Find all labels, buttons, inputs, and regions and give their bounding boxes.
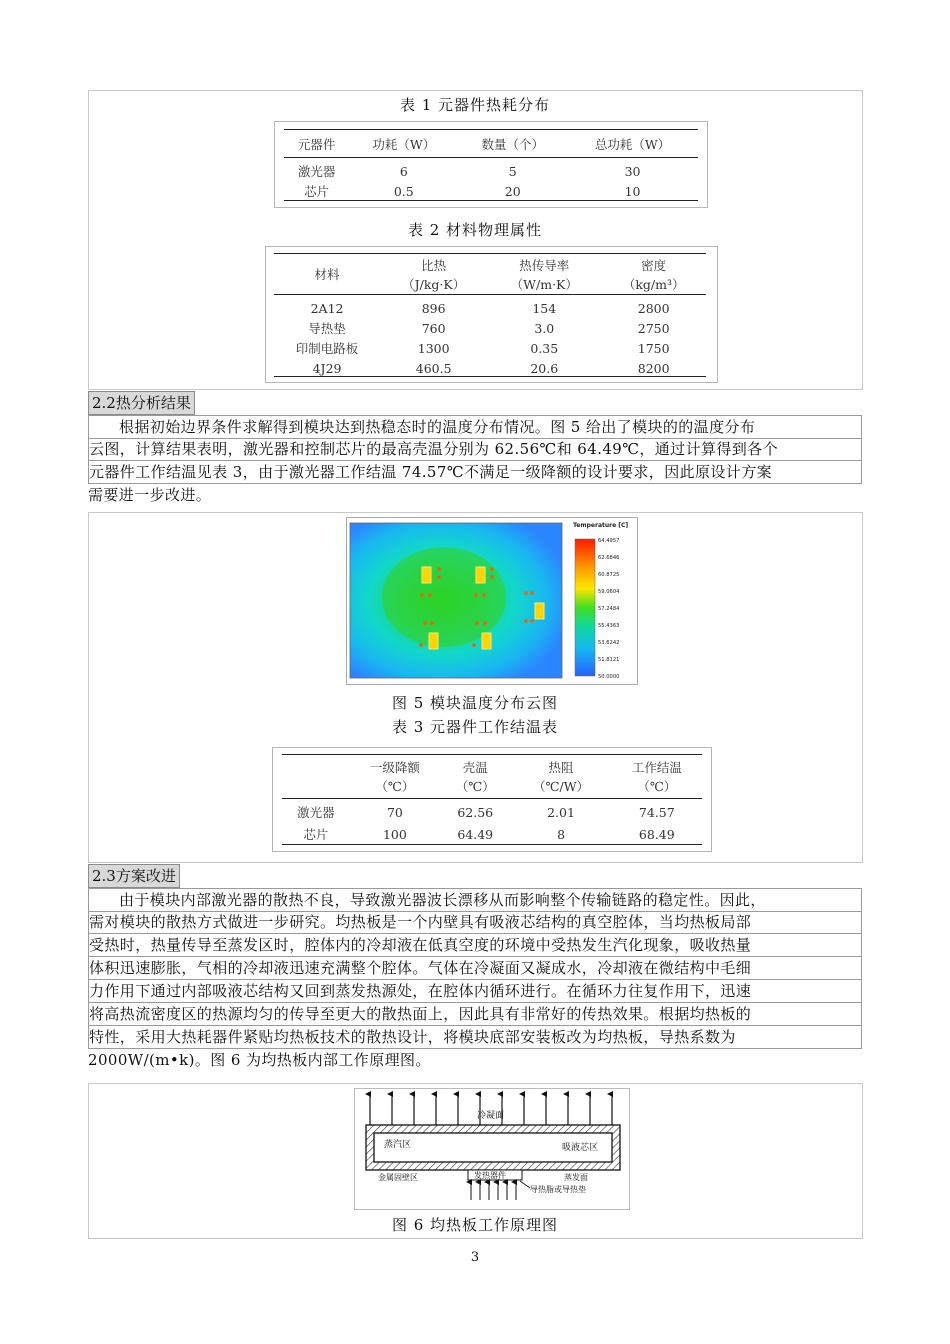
- table2-header: 密度: [641, 257, 667, 273]
- paragraph-line: 云图，计算结果表明，激光器和控制芯片的最高壳温分别为 62.56℃和 64.49℃，通过计算得到各个: [88, 438, 862, 461]
- page-number: 3: [470, 1250, 480, 1265]
- table2-cell: 0.35: [530, 340, 559, 356]
- table2-cell: 2750: [637, 320, 670, 336]
- vapor-chamber-diagram: [354, 1088, 630, 1210]
- table2-cell: 20.6: [530, 360, 559, 376]
- chip-hotspot: [530, 619, 534, 623]
- table-row: [274, 298, 706, 318]
- table3-cell: 68.49: [638, 826, 675, 842]
- table2-cell: 1750: [637, 340, 670, 356]
- table-row: [284, 161, 698, 181]
- contour-hot-zone: [382, 547, 506, 647]
- laser-hotspot: [422, 567, 431, 583]
- label-wick: 吸液芯区: [562, 1143, 599, 1153]
- section-heading-2-2: 2.2热分析结果: [88, 391, 195, 415]
- table3-cell: 8: [557, 826, 566, 842]
- chip-hotspot: [474, 593, 478, 597]
- legend-value: 53.6242: [598, 640, 620, 646]
- table2-cell: 1300: [417, 340, 450, 356]
- chip-hotspot: [420, 593, 424, 597]
- chip-hotspot: [490, 575, 494, 579]
- label-pad: 导热脂或导热垫: [530, 1185, 586, 1194]
- table3-cell: 100: [382, 826, 407, 842]
- table3-unit: （℃）: [375, 778, 415, 794]
- chip-hotspot: [524, 619, 528, 623]
- legend-value: 62.6846: [598, 555, 620, 561]
- chip-hotspot: [430, 621, 434, 625]
- paragraph-line: 2000W/(m•k)。图 6 为均热板内部工作原理图。: [88, 1051, 431, 1069]
- table2-header: 材料: [314, 267, 340, 282]
- legend-title: Temperature [C]: [573, 522, 629, 529]
- table-row: [274, 318, 706, 338]
- label-vapor: 蒸汽区: [384, 1140, 412, 1150]
- table3-cell: 芯片: [303, 827, 329, 842]
- table3-cell: 激光器: [297, 805, 335, 820]
- table1-cell: 芯片: [304, 184, 330, 199]
- table2-cell: 154: [532, 300, 557, 316]
- table2-cell: 2A12: [310, 300, 344, 316]
- table2: [274, 255, 706, 378]
- table-row: [282, 823, 702, 845]
- table1-header: 总功耗（W）: [594, 137, 671, 152]
- table1-cell: 30: [624, 163, 641, 179]
- legend-value: 64.4957: [598, 538, 620, 544]
- table2-cell: 8200: [637, 360, 670, 376]
- table3-cell: 62.56: [457, 804, 494, 820]
- table1-header: 数量（个）: [481, 137, 544, 152]
- chip-hotspot: [419, 643, 423, 647]
- table3-header: [282, 757, 350, 776]
- legend-value: 50.0000: [598, 674, 620, 680]
- chip-hotspot: [475, 621, 479, 625]
- laser-hotspot: [429, 633, 438, 649]
- table1-top-rule: [284, 129, 698, 130]
- paragraph-line: 需对模块的散热方式做进一步研究。均热板是一个内壁具有吸液芯结构的真空腔体，当均热板局部: [88, 911, 862, 934]
- chip-hotspot: [490, 567, 494, 571]
- paragraph-line: 受热时，热量传导至蒸发区时，腔体内的冷却液在低真空度的环境中受热发生汽化现象，吸收热量: [88, 934, 862, 957]
- legend-value: 51.8121: [598, 657, 620, 663]
- table-row: [282, 801, 702, 823]
- paragraph-line: 力作用下通过内部吸液芯结构又回到蒸发热源处，在腔体内循环进行。在循环力往复作用下，迅速: [88, 980, 862, 1003]
- legend-value: 60.8725: [598, 572, 620, 578]
- paragraph-line: 特性，采用大热耗器件紧贴均热板技术的散热设计，将模块底部安装板改为均热板，导热系数为: [88, 1026, 862, 1049]
- laser-hotspot: [535, 603, 544, 619]
- table1-cell: 6: [399, 163, 408, 179]
- label-condense: 冷凝面: [477, 1111, 505, 1121]
- figure5-caption: 图 5 模块温度分布云图: [391, 694, 559, 712]
- laser-hotspot: [482, 633, 491, 649]
- paragraph-line: 体积迅速膨胀，气相的冷却液迅速充满整个腔体。气体在冷凝面又凝成水，冷却液在微结构中毛细: [88, 957, 862, 980]
- table2-header: 比热: [421, 257, 447, 273]
- paragraph-line: 需要进一步改进。: [88, 486, 212, 504]
- legend-value: 55.4363: [598, 623, 620, 629]
- table2-cell: 896: [421, 300, 446, 316]
- chip-hotspot: [472, 643, 476, 647]
- table3-cell: 2.01: [547, 804, 575, 820]
- label-wall: 金属固壁区: [378, 1173, 418, 1182]
- laser-hotspot: [476, 567, 485, 583]
- table3-header: 热阻: [548, 759, 574, 775]
- figure6-caption: 图 6 均热板工作原理图: [391, 1216, 559, 1234]
- label-source: 发热器件: [474, 1171, 506, 1180]
- table3-header: 工作结温: [631, 759, 682, 775]
- paragraph-line: 根据初始边界条件求解得到模块达到热稳态时的温度分布情况。图 5 给出了模块的的温度分布: [88, 415, 862, 439]
- table2-cell: 2800: [637, 300, 670, 316]
- table3-unit: （℃）: [455, 778, 495, 794]
- table2-unit: （W/m·K）: [510, 276, 578, 292]
- chip-hotspot: [524, 591, 528, 595]
- chip-hotspot: [482, 593, 486, 597]
- table2-header: 热传导率: [519, 257, 570, 273]
- table2-cell: 4J29: [312, 360, 342, 376]
- legend-value: 57.2484: [598, 606, 620, 612]
- table2-cell: 3.0: [534, 320, 555, 336]
- paragraph-line: 将高热流密度区的热源均匀的传导至更大的散热面上，因此具有非常好的传热效果。根据均热板的: [88, 1003, 862, 1026]
- paragraph-line: 由于模块内部激光器的散热不良，导致激光器波长漂移从而影响整个传输链路的稳定性。因此，: [88, 888, 862, 912]
- table2-cell: 460.5: [415, 360, 452, 376]
- table1-cell: 20: [504, 183, 521, 199]
- chip-hotspot: [437, 567, 441, 571]
- table1-header: 元器件: [297, 137, 336, 152]
- label-evap: 蒸发面: [564, 1173, 588, 1182]
- table3-caption: 表 3 元器件工作结温表: [391, 718, 559, 736]
- table1-header: 功耗（W）: [372, 137, 436, 152]
- temperature-contour-figure: [346, 517, 638, 685]
- table2-caption: 表 2 材料物理属性: [407, 221, 543, 239]
- table2-cell: 印制电路板: [295, 341, 359, 356]
- table3-header: 一级降额: [369, 759, 420, 775]
- table3-cell: 74.57: [638, 804, 675, 820]
- table2-unit: （J/kg·K）: [402, 276, 466, 292]
- table-row: [274, 338, 706, 358]
- table3-unit: （℃）: [637, 778, 677, 794]
- table3-cell: 64.49: [457, 826, 494, 842]
- chip-hotspot: [483, 621, 487, 625]
- table3-header: 壳温: [462, 759, 488, 775]
- table3: [282, 757, 702, 845]
- table1-cell: 激光器: [297, 164, 336, 179]
- section-heading-2-3: 2.3方案改进: [88, 864, 180, 888]
- table2-unit: （kg/m³）: [622, 276, 685, 292]
- table3-unit: [282, 776, 350, 795]
- chip-hotspot: [428, 593, 432, 597]
- chip-hotspot: [530, 591, 534, 595]
- table2-top-rule: [274, 253, 706, 254]
- table3-top-rule: [282, 754, 702, 755]
- paragraph-line: 元器件工作结温见表 3，由于激光器工作结温 74.57℃不满足一级降额的设计要求，因此原设计方案: [88, 461, 862, 484]
- table2-cell: 760: [421, 320, 446, 336]
- table-row: [274, 358, 706, 378]
- table1-cell: 5: [508, 163, 517, 179]
- table1-cell: 10: [624, 183, 641, 199]
- table1-caption: 表 1 元器件热耗分布: [399, 96, 551, 114]
- table3-cell: 70: [386, 804, 403, 820]
- legend-value: 59.0604: [598, 589, 620, 595]
- legend-ticks: [598, 538, 620, 680]
- table1-cell: 0.5: [393, 183, 414, 199]
- chip-hotspot: [437, 575, 441, 579]
- table-row: [284, 181, 698, 201]
- legend-colorbar: [575, 539, 595, 676]
- table3-unit: （℃/W）: [533, 778, 590, 794]
- chip-hotspot: [423, 621, 427, 625]
- table2-cell: 导热垫: [308, 321, 346, 336]
- table1: [284, 133, 698, 201]
